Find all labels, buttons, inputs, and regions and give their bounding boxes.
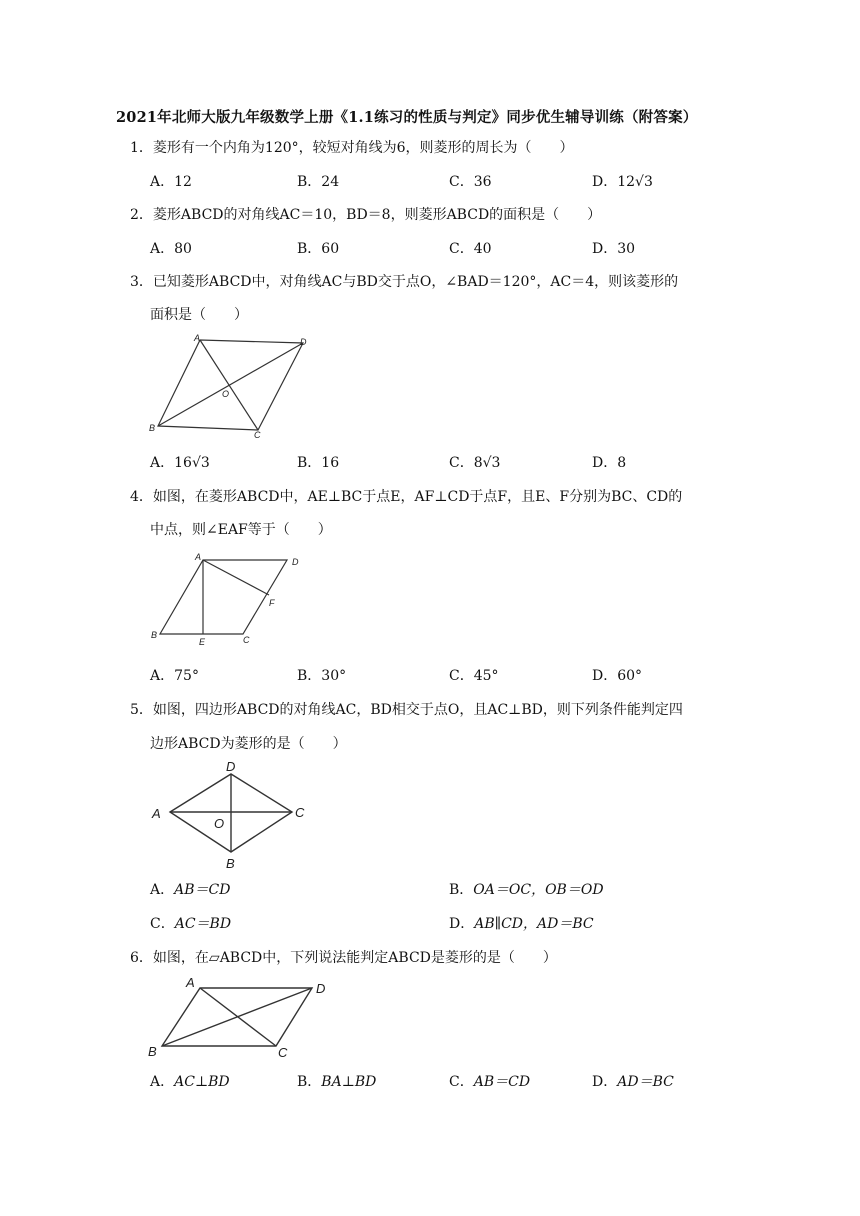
option-c bbox=[449, 171, 492, 191]
figure-label-c: C bbox=[243, 635, 250, 645]
figure-label-b: B bbox=[148, 1044, 157, 1059]
option-text: 75° bbox=[174, 668, 199, 684]
option-label: B． bbox=[297, 241, 322, 257]
figure-label-d: D bbox=[292, 557, 299, 567]
option-text: AB＝CD bbox=[174, 882, 231, 898]
option-text: 60 bbox=[321, 241, 340, 257]
option-label: B． bbox=[297, 455, 322, 471]
question-text: 如图，在▱ABCD中，下列说法能判定ABCD是菱形的是（ ） bbox=[152, 950, 557, 966]
question-text: 已知菱形ABCD中，对角线AC与BD交于点O，∠BAD＝120°，AC＝4，则该菱形的 bbox=[152, 274, 679, 290]
option-a bbox=[150, 1071, 230, 1091]
option-text: AB＝CD bbox=[473, 1074, 531, 1090]
figure-q5-rhombus bbox=[148, 756, 318, 872]
option-c bbox=[449, 452, 500, 472]
option-d bbox=[592, 238, 635, 258]
question-number: 6． bbox=[130, 950, 153, 966]
question-1 bbox=[130, 137, 574, 157]
option-text: AD＝BC bbox=[617, 1074, 674, 1090]
option-text: AB∥CD，AD＝BC bbox=[474, 916, 594, 932]
option-a bbox=[150, 452, 210, 472]
option-d bbox=[592, 665, 642, 685]
option-label: C． bbox=[449, 174, 474, 190]
option-label: C． bbox=[449, 668, 474, 684]
option-label: B． bbox=[449, 882, 474, 898]
option-label: D． bbox=[592, 174, 618, 190]
question-5 bbox=[130, 699, 683, 719]
option-text: 45° bbox=[473, 668, 499, 684]
figure-label-a: A bbox=[152, 806, 161, 821]
option-text: 24 bbox=[321, 174, 340, 190]
option-label: B． bbox=[297, 668, 322, 684]
option-text: 30 bbox=[617, 241, 636, 257]
option-label: C． bbox=[449, 241, 474, 257]
figure-label-b: B bbox=[226, 856, 235, 871]
option-text: 80 bbox=[174, 241, 192, 257]
figure-q6-parallelogram bbox=[144, 970, 340, 1062]
option-label: C． bbox=[449, 455, 474, 471]
figure-label-c: C bbox=[295, 805, 305, 820]
question-number: 1． bbox=[130, 140, 153, 156]
figure-q4-rhombus bbox=[145, 548, 315, 648]
option-label: A． bbox=[150, 455, 175, 471]
option-b bbox=[297, 238, 339, 258]
option-text: 12 bbox=[174, 174, 192, 190]
figure-label-d: D bbox=[300, 337, 307, 347]
option-c bbox=[449, 238, 492, 258]
figure-label-o: O bbox=[214, 816, 225, 831]
option-label: D． bbox=[592, 241, 618, 257]
option-text: OA＝OC，OB＝OD bbox=[473, 882, 604, 898]
option-text: BA⊥BD bbox=[321, 1074, 377, 1090]
option-label: B． bbox=[297, 174, 322, 190]
figure-label-a: A bbox=[186, 975, 195, 990]
option-b bbox=[297, 665, 346, 685]
option-a bbox=[150, 238, 192, 258]
option-label: A． bbox=[150, 174, 175, 190]
option-text: 16√3 bbox=[174, 455, 210, 471]
option-text: 8√3 bbox=[473, 455, 501, 471]
question-4-continued: 中点，则∠EAF等于（ ） bbox=[150, 522, 332, 538]
figure-label-d: D bbox=[316, 981, 326, 996]
option-label: B． bbox=[297, 1074, 322, 1090]
option-label: A． bbox=[150, 1074, 175, 1090]
option-b bbox=[297, 452, 339, 472]
option-text: 12√3 bbox=[617, 174, 653, 190]
question-text: 如图，在菱形ABCD中，AE⊥BC于点E，AF⊥CD于点F，且E、F分别为BC、CD的 bbox=[152, 489, 683, 505]
option-d bbox=[592, 1071, 674, 1091]
figure-label-f: F bbox=[269, 598, 275, 608]
question-number: 5． bbox=[130, 702, 153, 718]
figure-label-b: B bbox=[151, 630, 158, 640]
figure-label-a: A bbox=[195, 552, 202, 562]
option-text: 30° bbox=[321, 668, 347, 684]
option-a bbox=[150, 171, 192, 191]
option-label: A． bbox=[150, 668, 175, 684]
option-label: D． bbox=[592, 668, 618, 684]
question-text: 菱形有一个内角为120°，较短对角线为6，则菱形的周长为（ ） bbox=[152, 140, 574, 156]
figure-label-b: B bbox=[149, 423, 156, 433]
option-a bbox=[150, 879, 230, 899]
question-text: 菱形ABCD的对角线AC＝10，BD＝8，则菱形ABCD的面积是（ ） bbox=[152, 207, 602, 223]
question-3 bbox=[130, 271, 678, 291]
option-label: D． bbox=[592, 455, 618, 471]
option-c bbox=[449, 1071, 530, 1091]
option-text: 36 bbox=[473, 174, 492, 190]
figure-q3-rhombus bbox=[145, 330, 325, 442]
option-label: A． bbox=[150, 241, 175, 257]
question-number: 4． bbox=[130, 489, 153, 505]
option-text: 8 bbox=[617, 455, 627, 471]
option-b bbox=[297, 1071, 376, 1091]
question-4 bbox=[130, 486, 682, 506]
option-text: 60° bbox=[617, 668, 643, 684]
question-2 bbox=[130, 204, 601, 224]
option-a bbox=[150, 665, 199, 685]
option-label: C． bbox=[150, 916, 175, 932]
option-d bbox=[592, 171, 653, 191]
figure-label-c: C bbox=[254, 430, 261, 440]
option-text: AC＝BD bbox=[174, 916, 232, 932]
option-label: A． bbox=[150, 882, 175, 898]
option-b bbox=[449, 879, 604, 899]
option-label: D． bbox=[449, 916, 475, 932]
figure-label-d: D bbox=[226, 759, 236, 774]
question-6 bbox=[130, 947, 557, 967]
option-label: D． bbox=[592, 1074, 618, 1090]
option-d bbox=[449, 913, 594, 933]
page-title: 2021年北师大版九年级数学上册《1.1练习的性质与判定》同步优生辅导训练（附答案） bbox=[116, 109, 698, 126]
question-text: 如图，四边形ABCD的对角线AC，BD相交于点O，且AC⊥BD，则下列条件能判定四 bbox=[152, 702, 683, 718]
option-b bbox=[297, 171, 339, 191]
option-d bbox=[592, 452, 626, 472]
question-3-continued: 面积是（ ） bbox=[150, 307, 248, 323]
option-text: AC⊥BD bbox=[174, 1074, 230, 1090]
option-c bbox=[150, 913, 231, 933]
figure-label-e: E bbox=[199, 637, 206, 647]
option-label: C． bbox=[449, 1074, 474, 1090]
figure-label-c: C bbox=[278, 1045, 288, 1060]
option-text: 16 bbox=[321, 455, 340, 471]
question-5-continued: 边形ABCD为菱形的是（ ） bbox=[150, 736, 347, 752]
option-c bbox=[449, 665, 499, 685]
question-number: 3． bbox=[130, 274, 153, 290]
option-text: 40 bbox=[473, 241, 492, 257]
figure-label-o: O bbox=[222, 389, 230, 399]
question-number: 2． bbox=[130, 207, 153, 223]
figure-label-a: A bbox=[194, 333, 201, 343]
